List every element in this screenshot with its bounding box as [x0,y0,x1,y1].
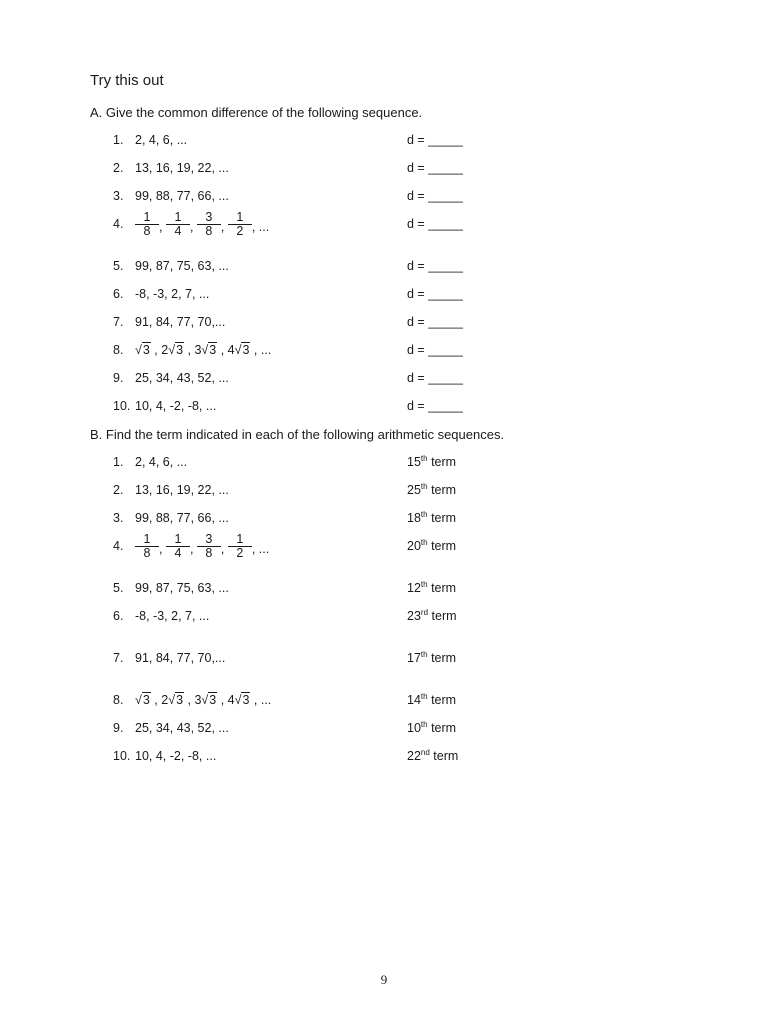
list-item [113,371,513,391]
fraction-denominator: 2 [236,224,244,238]
list-item [113,189,513,209]
radicand: 3 [242,343,250,357]
fraction-denominator: 8 [143,224,151,238]
sequence: 25, 34, 43, 52, ... [135,371,229,385]
fraction-numerator: 1 [166,211,190,225]
sequence: 10, 4, -2, -8, ... [135,399,217,413]
list-item [113,210,513,238]
answer-blank: d = _____ [407,343,463,357]
term-indicator [407,483,456,497]
sqrt-icon: √ [135,343,142,357]
radical-coefficient: 2 [161,343,169,357]
item-number: 2. [113,161,124,175]
answer-blank: d = _____ [407,399,463,413]
sequence: 13, 16, 19, 22, ... [135,161,229,175]
ordinal-suffix: th [420,720,428,729]
radicand: 3 [142,343,150,357]
term-word: term [431,721,457,735]
sequence: 2, 4, 6, ... [135,133,188,147]
sqrt-icon: √ [234,693,242,707]
term-indicator [407,651,456,665]
radical [194,343,217,357]
radicand: 3 [209,343,217,357]
list-item [113,749,513,769]
term-word: term [431,651,457,665]
item-number: 3. [113,189,124,203]
sequence: $\frac{1}{8}$ , $\frac{1}{4}$ , $\frac{3}{8}$ , $\frac{1}{2}$ , ... [135,539,269,560]
item-number: 1. [113,133,124,147]
ordinal-suffix: th [420,510,428,519]
fraction-numerator: 1 [166,533,190,547]
sequence: 91, 84, 77, 70,... [135,651,226,665]
sequence: -8, -3, 2, 7, ... [135,609,210,623]
list-item [113,399,513,419]
answer-blank: d = _____ [407,287,463,301]
sqrt-icon: √ [234,343,242,357]
radical [194,693,217,707]
sequence: $\frac{1}{8}$ , $\frac{1}{4}$ , $\frac{3}{8}$ , $\frac{1}{2}$ , ... [135,217,269,238]
ordinal-suffix: th [420,454,428,463]
fraction-numerator: 1 [228,211,252,225]
radicand: 3 [176,693,184,707]
radicand: 3 [242,693,250,707]
term-word: term [431,581,457,595]
sequence-tail: , ... [250,693,272,707]
item-number: 9. [113,371,124,385]
item-number: 6. [113,287,124,301]
ordinal-suffix: th [420,650,428,659]
item-number: 5. [113,581,124,595]
sequence: 99, 88, 77, 66, ... [135,511,229,525]
sequence: √3 , 2√3 , 3√3 , 4√3 , ... [135,343,272,357]
sequence: 2, 4, 6, ... [135,455,188,469]
term-word: term [431,539,457,553]
term-number: 12 [407,581,421,595]
list-item [113,693,513,713]
term-number: 17 [407,651,421,665]
list-item [113,259,513,279]
fraction [166,533,190,560]
list-item [113,721,513,741]
list-item [113,455,513,475]
item-number: 6. [113,609,124,623]
fraction [135,533,159,560]
ordinal-suffix: nd [420,748,430,757]
sequence: -8, -3, 2, 7, ... [135,287,210,301]
list-item [113,581,513,601]
item-number: 5. [113,259,124,273]
term-word: term [431,609,457,623]
radical [161,343,184,357]
radical [135,343,151,357]
fraction [228,211,252,238]
radical-coefficient: 4 [227,693,235,707]
radicand: 3 [176,343,184,357]
item-number: 7. [113,315,124,329]
ordinal-suffix: th [420,580,428,589]
item-number: 9. [113,721,124,735]
radical-coefficient: 3 [194,693,202,707]
fraction-numerator: 3 [197,533,221,547]
item-number: 7. [113,651,124,665]
page-title: Try this out [90,72,164,89]
fraction-denominator: 8 [143,546,151,560]
ordinal-suffix: th [420,538,428,547]
sequence: √3 , 2√3 , 3√3 , 4√3 , ... [135,693,272,707]
term-number: 25 [407,483,421,497]
sequence: 99, 87, 75, 63, ... [135,259,229,273]
term-indicator [407,749,458,763]
radical [135,693,151,707]
radical-coefficient: 2 [161,693,169,707]
term-number: 20 [407,539,421,553]
term-indicator [407,511,456,525]
fraction-denominator: 8 [205,224,213,238]
radicand: 3 [209,693,217,707]
part-a-heading: A. Give the common difference of the following sequence. [90,105,423,120]
fraction-denominator: 4 [174,224,182,238]
item-number: 4. [113,217,124,231]
fraction-denominator: 8 [205,546,213,560]
sequence: 25, 34, 43, 52, ... [135,721,229,735]
term-number: 10 [407,721,421,735]
item-number: 10. [113,749,131,763]
list-item [113,511,513,531]
list-item [113,133,513,153]
radical-coefficient: 3 [194,343,202,357]
radical [228,693,251,707]
term-number: 14 [407,693,421,707]
radicand: 3 [142,693,150,707]
term-word: term [431,693,457,707]
term-word: term [431,483,457,497]
fraction [197,533,221,560]
sequence: 13, 16, 19, 22, ... [135,483,229,497]
term-indicator [407,693,456,707]
list-item [113,161,513,181]
sequence-tail: , ... [251,541,270,556]
item-number: 4. [113,539,124,553]
ordinal-suffix: th [420,692,428,701]
term-word: term [431,455,457,469]
fraction-numerator: 1 [135,533,159,547]
list-item [113,609,513,629]
list-item [113,287,513,307]
list-item [113,651,513,671]
sqrt-icon: √ [135,693,142,707]
sequence: 99, 88, 77, 66, ... [135,189,229,203]
fraction-denominator: 4 [174,546,182,560]
sequence-tail: , ... [250,343,272,357]
page-number: 9 [380,972,388,987]
sqrt-icon: √ [201,343,209,357]
answer-blank: d = _____ [407,315,463,329]
list-item [113,343,513,363]
sequence: 91, 84, 77, 70,... [135,315,226,329]
term-indicator [407,539,456,553]
answer-blank: d = _____ [407,371,463,385]
radical-coefficient: 4 [227,343,235,357]
list-item [113,532,513,560]
item-number: 8. [113,693,124,707]
fraction-denominator: 2 [236,546,244,560]
term-number: 15 [407,455,421,469]
item-number: 2. [113,483,124,497]
fraction-numerator: 1 [228,533,252,547]
sqrt-icon: √ [168,343,176,357]
item-number: 1. [113,455,124,469]
item-number: 8. [113,343,124,357]
term-word: term [433,749,459,763]
ordinal-suffix: th [420,482,428,491]
answer-blank: d = _____ [407,217,463,231]
answer-blank: d = _____ [407,259,463,273]
fraction-numerator: 3 [197,211,221,225]
sequence: 10, 4, -2, -8, ... [135,749,217,763]
item-number: 3. [113,511,124,525]
sequence-tail: , ... [251,219,270,234]
sqrt-icon: √ [168,693,176,707]
list-item [113,315,513,335]
fraction [166,211,190,238]
radical [228,343,251,357]
fraction [135,211,159,238]
answer-blank: d = _____ [407,189,463,203]
part-b-heading: B. Find the term indicated in each of the following arithmetic sequences. [90,427,505,442]
sequence: 99, 87, 75, 63, ... [135,581,229,595]
term-number: 18 [407,511,421,525]
answer-blank: d = _____ [407,161,463,175]
answer-blank: d = _____ [407,133,463,147]
term-indicator [407,455,456,469]
fraction [228,533,252,560]
fraction [197,211,221,238]
fraction-numerator: 1 [135,211,159,225]
term-indicator [407,581,456,595]
term-indicator [407,721,456,735]
sqrt-icon: √ [201,693,209,707]
term-word: term [431,511,457,525]
list-item [113,483,513,503]
radical [161,693,184,707]
term-number: 22 [407,749,421,763]
item-number: 10. [113,399,131,413]
ordinal-suffix: rd [420,608,429,617]
term-number: 23 [407,609,421,623]
term-indicator [407,609,457,623]
